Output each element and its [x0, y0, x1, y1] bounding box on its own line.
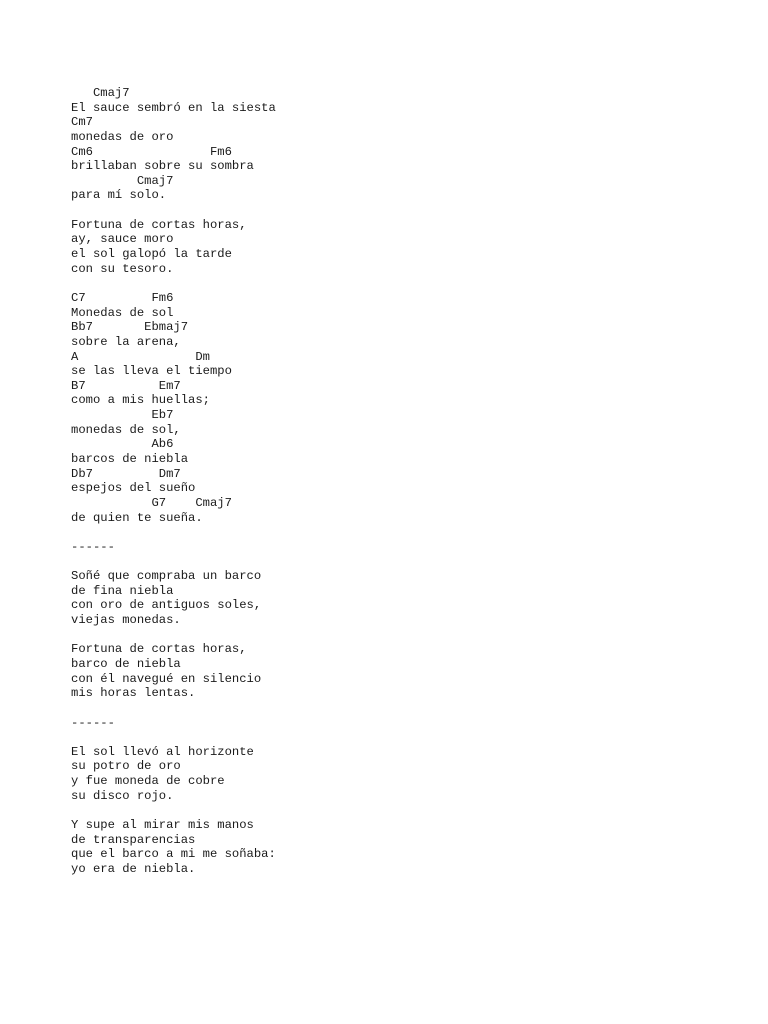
lyric-line: para mí solo.: [71, 188, 167, 203]
chord-line: Eb7: [71, 408, 174, 423]
lyric-line: se las lleva el tiempo: [71, 364, 232, 379]
section-divider: ------: [71, 539, 115, 554]
lyric-line: su potro de oro: [71, 759, 181, 774]
lyric-line: Y supe al mirar mis manos: [71, 818, 254, 833]
lyric-line: yo era de niebla.: [71, 861, 196, 876]
chord-line: B7 Em7: [71, 378, 181, 393]
lyric-line: con su tesoro.: [71, 261, 174, 276]
lyric-line: con oro de antiguos soles,: [71, 598, 262, 613]
chord-line: Ab6: [71, 437, 174, 452]
blank-line: [71, 276, 276, 291]
lyric-line: ay, sauce moro: [71, 232, 174, 247]
chord-line: A Dm: [71, 349, 210, 364]
lyric-line: y fue moneda de cobre: [71, 774, 225, 789]
chord-line: G7 Cmaj7: [71, 495, 232, 510]
chord-line: Db7 Dm7: [71, 466, 181, 481]
song-text: [71, 86, 276, 877]
blank-line: [71, 730, 276, 745]
blank-line: [71, 803, 276, 818]
lyric-line: El sauce sembró en la siesta: [71, 100, 276, 115]
chord-line: Cm7: [71, 115, 93, 130]
blank-line: [71, 628, 276, 643]
blank-line: [71, 555, 276, 570]
lyric-line: de transparencias: [71, 832, 196, 847]
chord-line: Cmaj7: [71, 86, 130, 100]
lyric-line: Soñé que compraba un barco: [71, 569, 262, 584]
lyric-line: barcos de niebla: [71, 452, 189, 467]
lyric-line: monedas de sol,: [71, 422, 181, 437]
lyric-line: espejos del sueño: [71, 481, 196, 496]
lyric-line: mis horas lentas.: [71, 686, 196, 701]
chord-line: Cmaj7: [71, 173, 174, 188]
lyric-line: como a mis huellas;: [71, 393, 210, 408]
lyric-line: Fortuna de cortas horas,: [71, 217, 247, 232]
lyric-line: Monedas de sol: [71, 305, 174, 320]
blank-line: [71, 701, 276, 716]
lyric-line: barco de niebla: [71, 656, 181, 671]
lyric-line: viejas monedas.: [71, 613, 181, 628]
chord-line: C7 Fm6: [71, 290, 174, 305]
lyric-line: monedas de oro: [71, 129, 174, 144]
blank-line: [71, 525, 276, 540]
lyric-line: su disco rojo.: [71, 788, 174, 803]
lyric-line: sobre la arena,: [71, 334, 181, 349]
lyric-line: de fina niebla: [71, 583, 174, 598]
lyric-line: el sol galopó la tarde: [71, 247, 232, 262]
lyric-line: de quien te sueña.: [71, 510, 203, 525]
lyric-line: que el barco a mi me soñaba:: [71, 847, 276, 862]
chord-line: Bb7 Ebmaj7: [71, 320, 189, 335]
lyric-line: Fortuna de cortas horas,: [71, 642, 247, 657]
lyric-line: con él navegué en silencio: [71, 671, 262, 686]
chord-line: Cm6 Fm6: [71, 144, 232, 159]
section-divider: ------: [71, 715, 115, 730]
lyric-line: brillaban sobre su sombra: [71, 159, 254, 174]
lyric-line: El sol llevó al horizonte: [71, 744, 254, 759]
blank-line: [71, 203, 276, 218]
